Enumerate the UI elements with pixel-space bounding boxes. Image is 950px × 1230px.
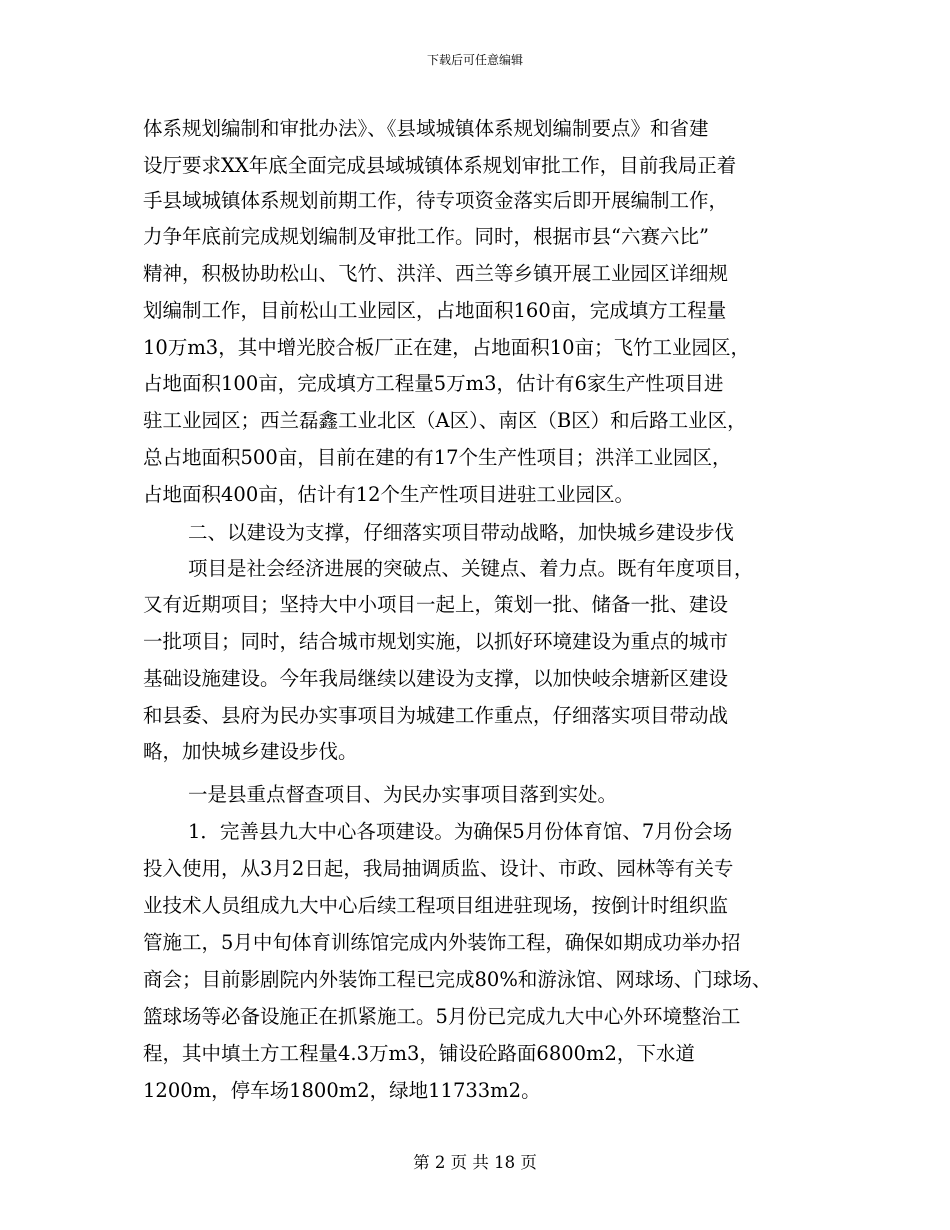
section-heading: 二、以建设为支撑，仔细落实项目带动战略，加快城乡建设步伐 <box>188 521 735 544</box>
text-line: 10万m3，其中增光胶合板厂正在建，占地面积10亩；飞竹工业园区， <box>143 336 751 359</box>
text-line: 项目是社会经济进展的突破点、关键点、着力点。既有年度项目， <box>188 557 754 580</box>
text-line: 程，其中填土方工程量4.3万m3，铺设砼路面6800m2，下水道 <box>143 1042 695 1065</box>
text-line: 1．完善县九大中心各项建设。为确保5月份体育馆、7月份会场 <box>188 820 733 843</box>
text-line: 1200m，停车场1800m2，绿地11733m2。 <box>143 1079 541 1102</box>
text-line: 基础设施建设。今年我局继续以建设为支撑，以加快岐余塘新区建设 <box>143 667 729 690</box>
text-line: 管施工，5月中旬体育训练馆完成内外装饰工程，确保如期成功举办招 <box>143 931 741 954</box>
text-line: 篮球场等必备设施正在抓紧施工。5月份已完成九大中心外环境整治工 <box>143 1005 741 1028</box>
text-line: 略，加快城乡建设步伐。 <box>143 740 358 763</box>
text-line: 占地面积400亩，估计有12个生产性项目进驻工业园区。 <box>143 483 635 506</box>
text-line: 业技术人员组成九大中心后续工程项目组进驻现场，按倒计时组织监 <box>143 894 729 917</box>
text-line: 划编制工作，目前松山工业园区，占地面积160亩，完成填方工程量 <box>143 299 727 322</box>
text-line: 设厅要求XX年底全面完成县域城镇体系规划审批工作，目前我局正着 <box>143 154 737 177</box>
text-line: 驻工业园区；西兰磊鑫工业北区（A区）、南区（B区）和后路工业区， <box>143 409 747 432</box>
text-line: 手县域城镇体系规划前期工作，待专项资金落实后即开展编制工作， <box>143 189 729 212</box>
text-line: 一批项目；同时，结合城市规划实施，以抓好环境建设为重点的城市 <box>143 630 729 653</box>
text-line: 体系规划编制和审批办法》、《县域城镇体系规划编制要点》和省建 <box>143 117 709 140</box>
page-header: 下载后可任意编辑 <box>426 53 523 67</box>
text-line: 占地面积100亩，完成填方工程量5万m3，估计有6家生产性项目进 <box>143 372 724 395</box>
subsection-heading: 一是县重点督查项目、为民办实事项目落到实处。 <box>188 783 618 806</box>
text-line: 投入使用，从3月2日起，我局抽调质监、设计、市政、园林等有关专 <box>143 857 734 880</box>
page-footer: 第 2 页 共 18 页 <box>413 1153 537 1172</box>
text-line: 又有近期项目；坚持大中小项目一起上，策划一批、储备一批、建设 <box>143 593 729 616</box>
text-line: 总占地面积500亩，目前在建的有17个生产性项目；洪洋工业园区， <box>143 446 732 469</box>
text-line: 力争年底前完成规划编制及审批工作。同时，根据市县“六赛六比” <box>143 225 709 248</box>
text-line: 商会；目前影剧院内外装饰工程已完成80%和游泳馆、网球场、门球场、 <box>143 968 772 991</box>
text-line: 和县委、县府为民办实事项目为城建工作重点，仔细落实项目带动战 <box>143 704 729 727</box>
text-line: 精神，积极协助松山、飞竹、洪洋、西兰等乡镇开展工业园区详细规 <box>143 262 729 285</box>
